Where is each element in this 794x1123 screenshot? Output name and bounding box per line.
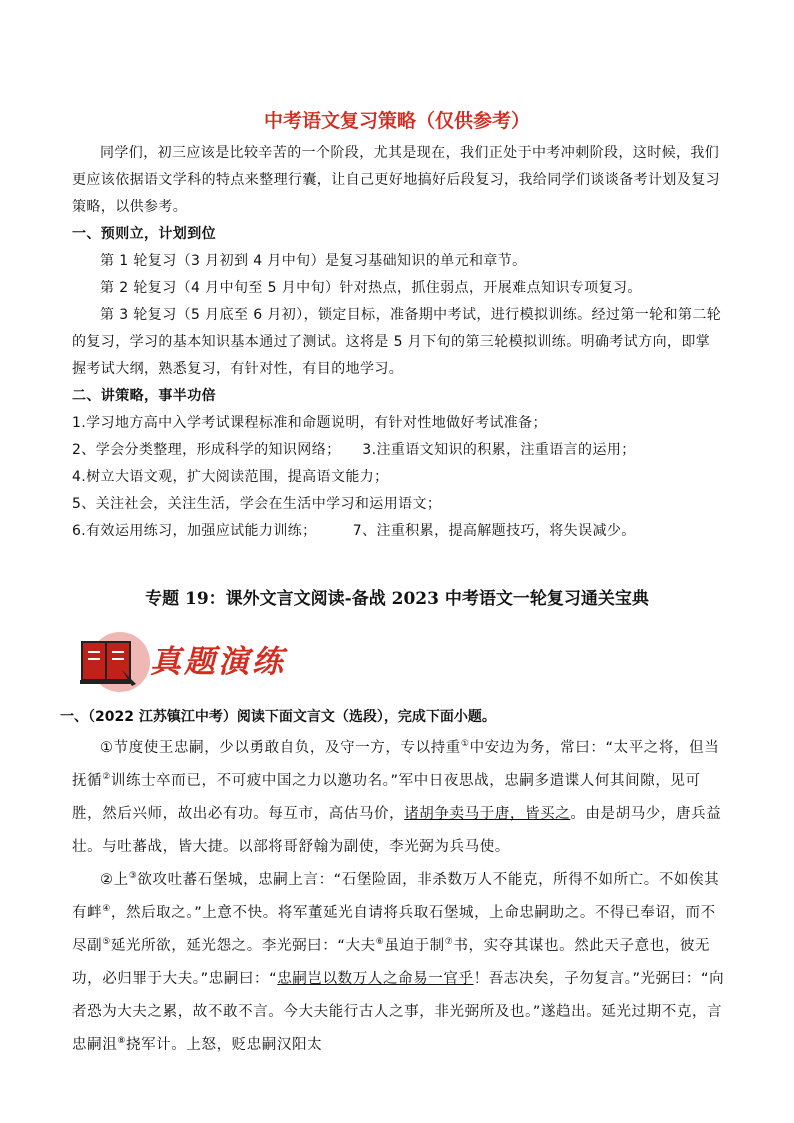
section-banner [76, 626, 306, 696]
underlined-sentence: 忠嗣岂以数万人之命易一官乎 [277, 971, 474, 987]
question-heading: 一、（2022 江苏镇江中考）阅读下面文言文（选段），完成下面小题。 [60, 709, 496, 725]
section1-item: 第 3 轮复习（5 月底至 6 月初），锁定目标，准备期中考试，进行模拟训练。经过第一轮和第二轮的复习，学习的基本知识基本通过了测试。这将是 5 月下旬的第三轮模拟训练。明确考试方向，即掌握考试大纲，熟悉复习，有针对性，有目的地学习。 [72, 307, 722, 377]
section1-item: 第 1 轮复习（3 月初到 4 月中旬）是复习基础知识的单元和章节。 [100, 253, 527, 269]
passage-paragraph-1: ①节度使王忠嗣，少以勇敢自负，及守一方，专以持重①中安边为务，常曰：“太平之将，但当抚循②训练士卒而已，不可疲中国之力以邀功名。”军中日夜思战，忠嗣多遣谍人何其间隙，见可胜，然后兴师，故出必有功。每互市，高估马价，诸胡争卖马于唐，皆买之。由是胡马少，唐兵益壮。与吐蕃战，皆大捷。以部将哥舒翰为副使，李光弼为兵马使。 [72, 739, 722, 855]
passage-paragraph-2: ②上③欲攻吐蕃石堡城，忠嗣上言：“石堡险固，非杀数万人不能克，所得不如所亡。不如俟其有衅④，然后取之。”上意不快。将军董延光自请将兵取石堡城，上命忠嗣助之。不得已奉诏，而不尽副⑤延光所欲，延光怨之。李光弼曰：“大夫⑥虽迫于制⑦书，实夺其谋也。然此天子意也，彼无功，必归罪于大夫。”忠嗣曰：“忠嗣岂以数万人之命易一官乎！吾志决矣，子勿复言。”光弼曰：“向者恐为大夫之累，故不敢不言。今大夫能行古人之事，非光弼所及也。”遂趋出。延光过期不克，言忠嗣沮⑧挠军计。上怒，贬忠嗣汉阳太 [72, 871, 725, 1053]
section2-heading: 二、讲策略，事半功倍 [72, 388, 216, 404]
section1-item: 第 2 轮复习（4 月中旬至 5 月中旬）针对热点，抓住弱点，开展难点知识专项复习。 [100, 280, 642, 296]
section2-item: 6.有效运用练习，加强应试能力训练； 7、注重积累，提高解题技巧，将失误减少。 [72, 523, 636, 539]
section2-item: 5、关注社会，关注生活，学会在生活中学习和运用语文； [72, 496, 442, 512]
banner-title: 真题演练 [150, 644, 286, 680]
section2-item: 1.学习地方高中入学考试课程标准和命题说明，有针对性地做好考试准备； [72, 415, 547, 431]
section2-item: 2、学会分类整理，形成科学的知识网络； 3.注重语文知识的积累，注重语言的运用； [72, 442, 636, 458]
section2-item: 4.树立大语文观，扩大阅读范围，提高语文能力； [72, 469, 389, 485]
page-title: 中考语文复习策略（仅供参考） [263, 110, 530, 132]
underlined-phrase: 诸胡争卖马于唐，皆买之 [404, 806, 571, 822]
book-icon [76, 626, 156, 696]
topic-heading: 专题 19：课外文言文阅读-备战 2023 中考语文一轮复习通关宝典 [145, 589, 649, 609]
intro-paragraph: 同学们，初三应该是比较辛苦的一个阶段，尤其是现在，我们正处于中考冲刺阶段，这时候，我们更应该依据语文学科的特点来整理行囊，让自己更好地搞好后段复习，我给同学们谈谈备考计划及复习策略，以供参考。 [72, 145, 720, 215]
section1-heading: 一、预则立，计划到位 [72, 226, 216, 242]
